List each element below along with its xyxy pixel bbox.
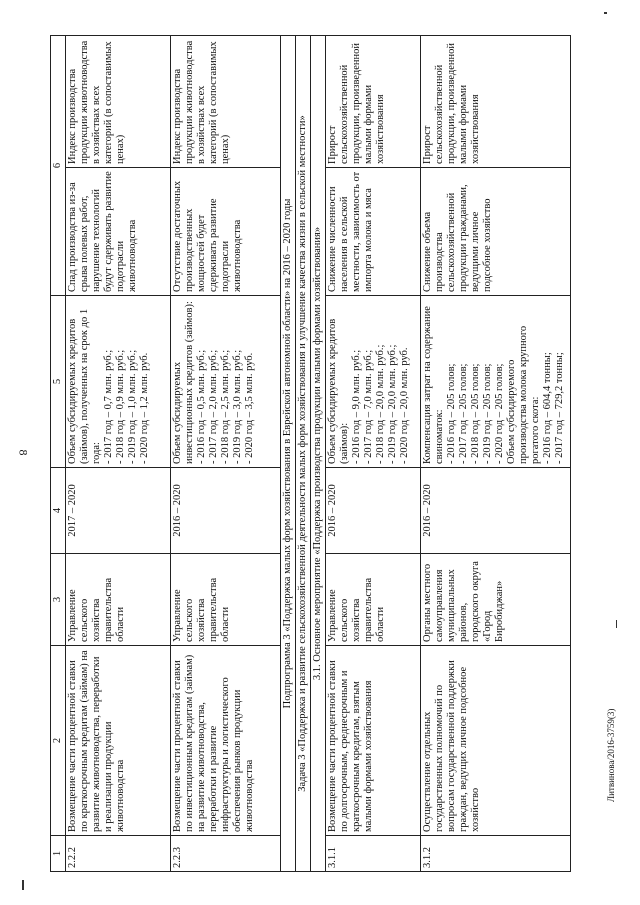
row-indicator: Прирост сельскохозяйственной продукции, произведенной малыми формами хозяйствования [326,36,421,168]
volume-line: - 2020 год – 1,2 млн. руб. [139,352,150,464]
footer-reference: Литвинова/2016-3759(3) [606,708,616,802]
col-header-2: 2 [51,646,66,836]
main-measure-row [311,36,326,872]
row-executor: Органы местного самоуправления муниципальных районов, городского округа «Город Биробиджан» [421,554,571,646]
volume-line: - 2018 год – 2,5 млн. руб.; [220,349,231,464]
subprogram-title: Подпрограмма 3 «Поддержка малых форм хозяйствования в Еврейской автономной области» на 2016 – 2020 годы [281,36,296,872]
row-measure: Возмещение части процентной ставки по долгосрочным, среднесрочным и краткосрочным кредитам, взятым малыми формами хозяйствования [326,646,421,836]
row-volume [66,296,171,468]
col-header-5: 5 [51,296,66,468]
row-effect: Отсутствие достаточных производственных мощностей будет сдерживать развитие подотрасли животноводства [171,168,281,296]
col-header-1: 1 [51,836,66,872]
program-table [50,35,571,872]
row-indicator: Индекс производства продукции животноводства в хозяйствах всех категорий (в сопоставимых ценах) [66,36,171,168]
volume-line: - 2018 год – 20,0 млн. руб.; [375,344,386,464]
row-volume [421,296,571,468]
main-measure-title: 3.1. Основное мероприятие «Поддержка производства продукции малыми формами хозяйствования» [311,36,326,872]
row-period: 2016 – 2020 [171,468,281,554]
row-effect: Снижение численности населения в сельской местности, зависимость от импорта молока и мяса [326,168,421,296]
scan-mark [22,880,24,890]
volume-line: Объем субсидируемых кредитов (займов): [327,318,350,464]
volume-line: - 2017 год – 205 голов; [458,363,469,464]
task-row [296,36,311,872]
col-header-3: 3 [51,554,66,646]
volume-line: Объем субсидируемых кредитов (займов), полученных на срок до 1 года: [67,308,102,464]
row-number: 3.1.2 [421,836,571,872]
row-volume [326,296,421,468]
table-row [421,36,571,872]
volume-line: - 2020 год – 205 голов; [494,363,505,464]
volume-line: - 2019 год – 20,0 млн. руб.; [387,344,398,464]
row-indicator: Прирост сельскохозяйственной продукции, произведенной малыми формами хозяйствования [421,36,571,168]
col-header-6: 6 [51,36,66,296]
row-number: 2.2.2 [66,836,171,872]
row-volume [171,296,281,468]
volume-line: - 2018 год – 0,9 млн. руб.; [115,349,126,464]
table-header-row [51,36,66,872]
task-title: Задача 3 «Поддержка и развитие сельскохозяйственной деятельности малых форм хозяйствования и улучшение качества жизни в сельской местности» [296,36,311,872]
scan-mark [604,12,607,14]
volume-line: Объем субсидируемого производства молока крупного рогатого скота: [506,325,541,464]
volume-line: - 2016 год – 205 голов; [446,363,457,464]
volume-line: - 2016 год – 0,5 млн. руб.; [196,349,207,464]
table-row [66,36,171,872]
volume-line: - 2019 год – 205 голов; [482,363,493,464]
subprogram-row [281,36,296,872]
volume-line: - 2017 год – 2,0 млн. руб.; [208,349,219,464]
col-header-4: 4 [51,468,66,554]
volume-line: - 2018 год – 205 голов; [470,363,481,464]
volume-line: - 2017 год – 7,0 млн. руб.; [363,349,374,464]
row-measure: Возмещение части процентной ставки по инвестиционным кредитам (займам) на развитие животноводства, переработки и развитие инфраструктуры и логистического обеспечения рынков продукции животноводства [171,646,281,836]
volume-line: - 2016 год – 604,4 тонны; [542,352,553,464]
row-executor: Управление сельского хозяйства правительства области [326,554,421,646]
row-effect: Снижение объема производства сельскохозяйственной продукции гражданами, ведущими личное подсобное хозяйство [421,168,571,296]
row-executor: Управление сельского хозяйства правительства области [171,554,281,646]
table-row [326,36,421,872]
volume-line: - 2017 год – 0,7 млн. руб.; [103,349,114,464]
volume-line: - 2019 год – 3,0 млн. руб.; [232,349,243,464]
volume-line: - 2020 год – 20,0 млн. руб. [399,347,410,464]
scan-mark [616,620,617,628]
rotated-table-container [50,36,615,872]
row-measure: Возмещение части процентной ставки по краткосрочным кредитам (займам) на развитие животноводства, переработки и реализации продукции животноводства [66,646,171,836]
row-period: 2016 – 2020 [326,468,421,554]
volume-line: - 2017 год – 729,2 тонны; [554,352,565,464]
page-number: 8 [16,449,31,456]
row-period: 2016 – 2020 [421,468,571,554]
volume-line: - 2020 год – 3,5 млн. руб. [244,352,255,464]
row-period: 2017 – 2020 [66,468,171,554]
row-number: 2.2.3 [171,836,281,872]
volume-line: - 2019 год – 1,0 млн. руб.; [127,349,138,464]
table-row [171,36,281,872]
row-executor: Управление сельского хозяйства правительства области [66,554,171,646]
row-measure: Осуществление отдельных государственных полномочий по вопросам государственной поддержки граждан, ведущих личное подсобное хозяйство [421,646,571,836]
row-effect: Спад производства из-за срыва полевых работ, нарушение технологий будут сдерживать развитие подотрасли животноводства [66,168,171,296]
volume-line: - 2016 год – 9,0 млн. руб.; [351,349,362,464]
row-number: 3.1.1 [326,836,421,872]
volume-line: Компенсация затрат на содержание свиноматок: [422,306,445,464]
row-indicator: Индекс производства продукции животноводства в хозяйствах всех категорий (в сопоставимых ценах) [171,36,281,168]
volume-line: Объем субсидируемых инвестиционных кредитов (займов): [172,301,195,464]
